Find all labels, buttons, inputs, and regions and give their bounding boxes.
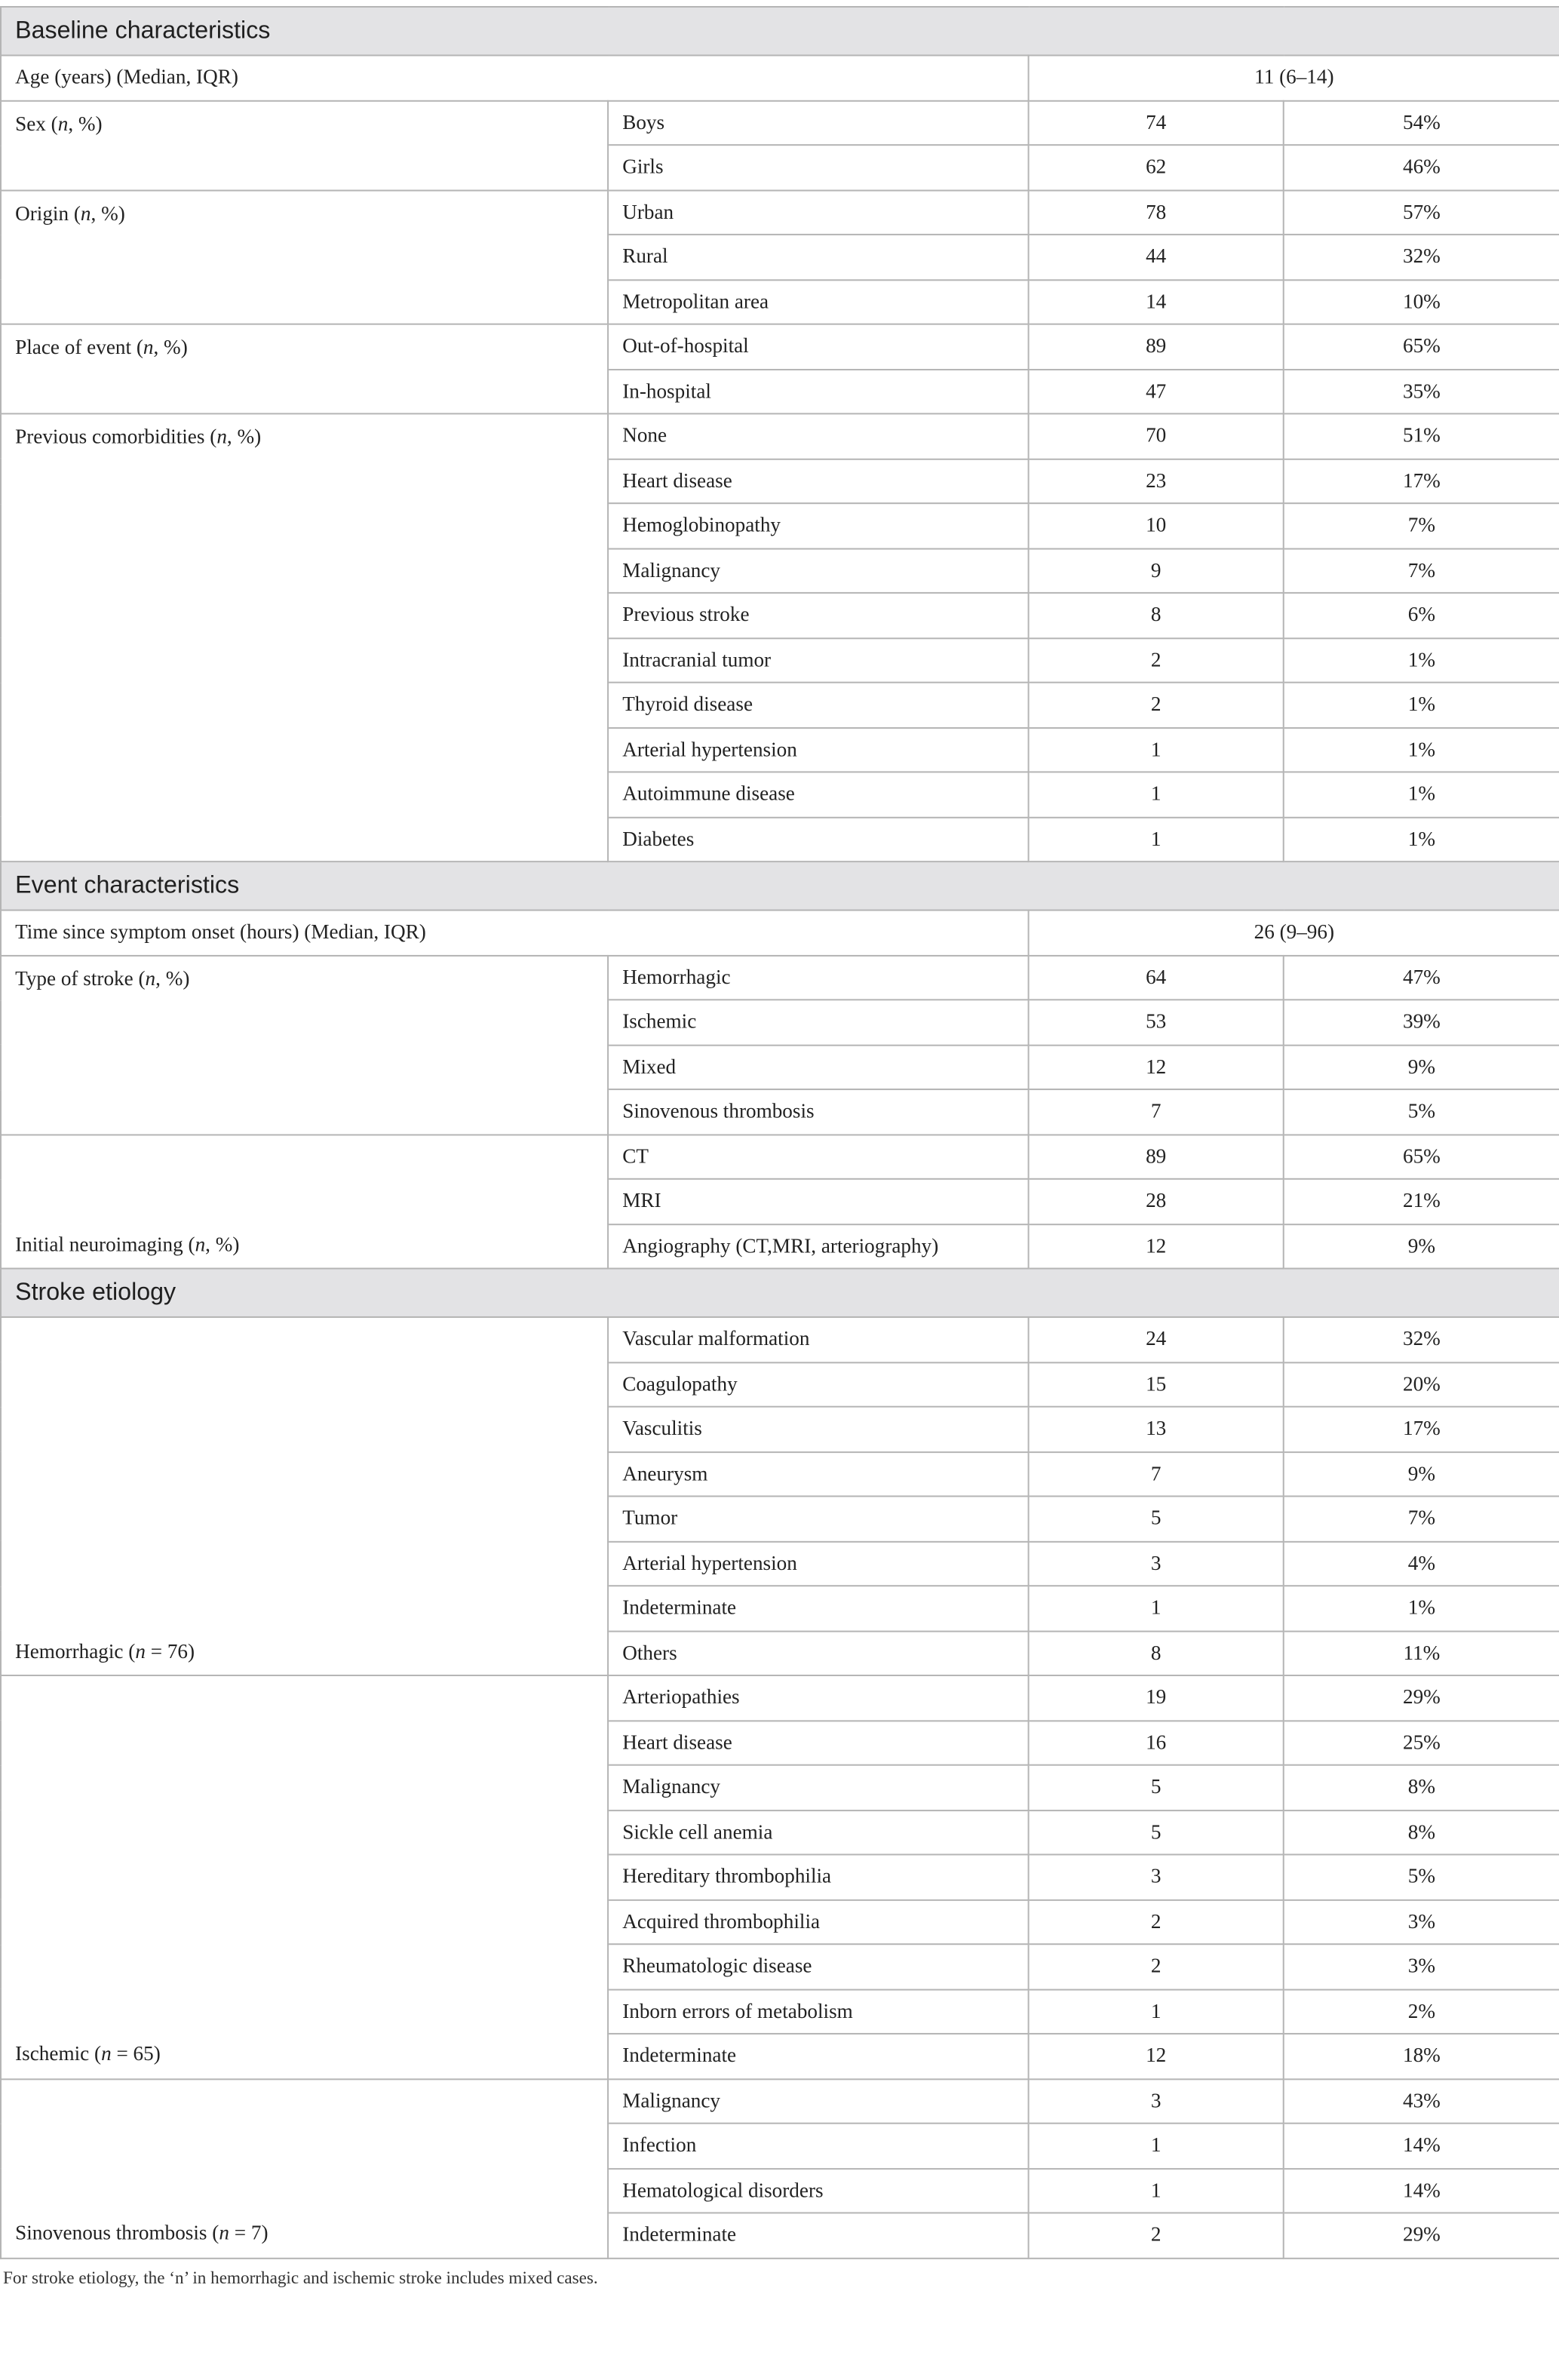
row-label: Previous stroke (608, 593, 1029, 637)
row-percent: 2% (1284, 1989, 1559, 2034)
row-percent: 14% (1284, 2168, 1559, 2213)
row-count: 47 (1029, 369, 1284, 413)
row-label: Indeterminate (608, 2213, 1029, 2257)
row-percent: 11% (1284, 1631, 1559, 1675)
row-label: Aneurysm (608, 1451, 1029, 1496)
row-percent: 46% (1284, 145, 1559, 189)
row-percent: 17% (1284, 1407, 1559, 1451)
row-percent: 1% (1284, 727, 1559, 772)
row-percent: 17% (1284, 459, 1559, 503)
row-count: 16 (1029, 1720, 1284, 1764)
characteristics-table (0, 6, 1559, 2259)
row-percent: 8% (1284, 1810, 1559, 1854)
row-label: Malignancy (608, 2078, 1029, 2123)
row-percent: 51% (1284, 413, 1559, 458)
row-percent: 7% (1284, 503, 1559, 548)
row-label: Ischemic (608, 1000, 1029, 1044)
row-label: MRI (608, 1179, 1029, 1224)
row-percent: 9% (1284, 1045, 1559, 1089)
row-percent: 7% (1284, 1496, 1559, 1540)
row-percent: 1% (1284, 817, 1559, 861)
group-label: Place of event (15, 335, 132, 358)
row-count: 5 (1029, 1810, 1284, 1854)
row-count: 7 (1029, 1451, 1284, 1496)
row-count: 89 (1029, 1134, 1284, 1178)
row-percent: 1% (1284, 772, 1559, 816)
row-label: CT (608, 1134, 1029, 1178)
row-count: 8 (1029, 593, 1284, 637)
row-label: Metropolitan area (608, 279, 1029, 324)
row-count: 15 (1029, 1362, 1284, 1406)
row-label: Out-of-hospital (608, 324, 1029, 369)
row-count: 2 (1029, 637, 1284, 682)
row-count: 3 (1029, 2078, 1284, 2123)
row-count: 12 (1029, 2034, 1284, 2078)
row-count: 7 (1029, 1089, 1284, 1134)
row-count: 14 (1029, 279, 1284, 324)
row-count: 5 (1029, 1496, 1284, 1540)
row-percent: 1% (1284, 1586, 1559, 1630)
summary-row (1, 911, 1559, 955)
row-count: 1 (1029, 817, 1284, 861)
table-row (1, 2078, 1559, 2123)
group-label: Type of stroke (15, 966, 133, 990)
group-label: Previous comorbidities (15, 425, 205, 448)
row-label: Angiography (CT,MRI, arteriography) (608, 1224, 1029, 1268)
table-row (1, 1675, 1559, 1720)
row-label: Vascular malformation (608, 1317, 1029, 1362)
row-label: Tumor (608, 1496, 1029, 1540)
row-count: 74 (1029, 100, 1284, 145)
table-row (1, 190, 1559, 235)
row-count: 1 (1029, 772, 1284, 816)
row-percent: 39% (1284, 1000, 1559, 1044)
row-percent: 29% (1284, 1675, 1559, 1720)
row-label: None (608, 413, 1029, 458)
row-label: Diabetes (608, 817, 1029, 861)
row-percent: 7% (1284, 548, 1559, 593)
row-count: 13 (1029, 1407, 1284, 1451)
summary-row (1, 55, 1559, 100)
row-percent: 65% (1284, 324, 1559, 369)
group-label-cell: Type of stroke (n, %) (1, 955, 608, 1134)
row-count: 89 (1029, 324, 1284, 369)
row-label: Hereditary thrombophilia (608, 1854, 1029, 1899)
section-title: Event characteristics (1, 861, 1559, 910)
row-percent: 32% (1284, 235, 1559, 279)
group-stat-suffix: %) (101, 201, 125, 224)
row-count: 23 (1029, 459, 1284, 503)
row-label: Girls (608, 145, 1029, 189)
row-label: Arteriopathies (608, 1675, 1029, 1720)
row-label: Heart disease (608, 459, 1029, 503)
group-label-cell: Sinovenous thrombosis (n = 7) (1, 2078, 608, 2257)
row-label: Infection (608, 2124, 1029, 2168)
row-label: Indeterminate (608, 2034, 1029, 2078)
group-stat-suffix: %) (237, 425, 262, 448)
row-label: Mixed (608, 1045, 1029, 1089)
group-stat-suffix: %) (164, 335, 188, 358)
group-label-cell: Origin (n, %) (1, 190, 608, 324)
row-count: 24 (1029, 1317, 1284, 1362)
group-stat-suffix: %) (215, 1232, 240, 1256)
row-count: 12 (1029, 1045, 1284, 1089)
group-stat-suffix: = 76) (150, 1639, 195, 1663)
row-count: 62 (1029, 145, 1284, 189)
section-header (1, 7, 1559, 55)
row-percent: 8% (1284, 1765, 1559, 1810)
row-count: 10 (1029, 503, 1284, 548)
row-percent: 9% (1284, 1451, 1559, 1496)
group-label: Initial neuroimaging (15, 1232, 183, 1256)
group-label-cell: Previous comorbidities (n, %) (1, 413, 608, 861)
table-row (1, 100, 1559, 145)
row-label: Acquired thrombophilia (608, 1899, 1029, 1944)
row-percent: 9% (1284, 1224, 1559, 1268)
group-stat-suffix: = 7) (234, 2222, 269, 2245)
row-count: 3 (1029, 1854, 1284, 1899)
row-count: 8 (1029, 1631, 1284, 1675)
row-count: 78 (1029, 190, 1284, 235)
row-label: Boys (608, 100, 1029, 145)
table-row (1, 1317, 1559, 1362)
row-percent: 32% (1284, 1317, 1559, 1362)
group-label: Sinovenous thrombosis (15, 2222, 207, 2245)
section-title: Stroke etiology (1, 1269, 1559, 1317)
row-label: Vasculitis (608, 1407, 1029, 1451)
row-percent: 4% (1284, 1541, 1559, 1586)
group-label: Origin (15, 201, 69, 224)
row-label: Rural (608, 235, 1029, 279)
row-percent: 10% (1284, 279, 1559, 324)
row-percent: 35% (1284, 369, 1559, 413)
row-percent: 5% (1284, 1089, 1559, 1134)
row-label: Arterial hypertension (608, 727, 1029, 772)
row-count: 5 (1029, 1765, 1284, 1810)
row-label: Sickle cell anemia (608, 1810, 1029, 1854)
group-stat-suffix: %) (165, 966, 190, 990)
row-percent: 29% (1284, 2213, 1559, 2257)
row-count: 2 (1029, 1944, 1284, 1988)
group-label-cell: Place of event (n, %) (1, 324, 608, 414)
row-percent: 57% (1284, 190, 1559, 235)
row-count: 1 (1029, 2124, 1284, 2168)
row-count: 70 (1029, 413, 1284, 458)
row-label: Others (608, 1631, 1029, 1675)
row-label: Urban (608, 190, 1029, 235)
row-count: 19 (1029, 1675, 1284, 1720)
row-count: 1 (1029, 2168, 1284, 2213)
row-count: 64 (1029, 955, 1284, 1000)
row-label: Heart disease (608, 1720, 1029, 1764)
row-percent: 25% (1284, 1720, 1559, 1764)
row-percent: 43% (1284, 2078, 1559, 2123)
table-row (1, 413, 1559, 458)
row-percent: 14% (1284, 2124, 1559, 2168)
group-label: Ischemic (15, 2042, 90, 2065)
row-count: 1 (1029, 727, 1284, 772)
row-label: Arterial hypertension (608, 1541, 1029, 1586)
section-header (1, 861, 1559, 910)
row-percent: 65% (1284, 1134, 1559, 1178)
row-percent: 5% (1284, 1854, 1559, 1899)
table-row (1, 324, 1559, 369)
row-label: Inborn errors of metabolism (608, 1989, 1029, 2034)
row-percent: 6% (1284, 593, 1559, 637)
row-count: 1 (1029, 1989, 1284, 2034)
section-header (1, 1269, 1559, 1317)
row-count: 2 (1029, 683, 1284, 727)
row-count: 9 (1029, 548, 1284, 593)
row-label: Hematological disorders (608, 2168, 1029, 2213)
row-label: Coagulopathy (608, 1362, 1029, 1406)
row-count: 3 (1029, 1541, 1284, 1586)
row-percent: 1% (1284, 683, 1559, 727)
table-row (1, 955, 1559, 1000)
row-label: Intracranial tumor (608, 637, 1029, 682)
row-percent: 54% (1284, 100, 1559, 145)
row-percent: 47% (1284, 955, 1559, 1000)
group-stat-suffix: = 65) (116, 2042, 161, 2065)
row-percent: 1% (1284, 637, 1559, 682)
row-percent: 3% (1284, 1944, 1559, 1988)
row-count: 44 (1029, 235, 1284, 279)
row-label: Sinovenous thrombosis (608, 1089, 1029, 1134)
row-percent: 3% (1284, 1899, 1559, 1944)
section-title: Baseline characteristics (1, 7, 1559, 55)
summary-value: 26 (9–96) (1029, 911, 1559, 955)
row-percent: 18% (1284, 2034, 1559, 2078)
row-label: Indeterminate (608, 1586, 1029, 1630)
summary-label: Time since symptom onset (hours) (Median, IQR) (1, 911, 1029, 955)
row-count: 53 (1029, 1000, 1284, 1044)
row-count: 1 (1029, 1586, 1284, 1630)
row-label: Autoimmune disease (608, 772, 1029, 816)
row-count: 2 (1029, 2213, 1284, 2257)
group-label: Hemorrhagic (15, 1639, 124, 1663)
group-label-cell: Ischemic (n = 65) (1, 1675, 608, 2078)
row-count: 2 (1029, 1899, 1284, 1944)
group-label-cell: Hemorrhagic (n = 76) (1, 1317, 608, 1675)
row-percent: 21% (1284, 1179, 1559, 1224)
group-label-cell: Initial neuroimaging (n, %) (1, 1134, 608, 1268)
group-label: Sex (15, 111, 46, 135)
row-label: Malignancy (608, 548, 1029, 593)
row-count: 28 (1029, 1179, 1284, 1224)
row-count: 12 (1029, 1224, 1284, 1268)
row-label: Thyroid disease (608, 683, 1029, 727)
row-percent: 20% (1284, 1362, 1559, 1406)
row-label: In-hospital (608, 369, 1029, 413)
group-label-cell: Sex (n, %) (1, 100, 608, 190)
row-label: Hemorrhagic (608, 955, 1029, 1000)
summary-label: Age (years) (Median, IQR) (1, 55, 1029, 100)
row-label: Rheumatologic disease (608, 1944, 1029, 1988)
row-label: Hemoglobinopathy (608, 503, 1029, 548)
row-label: Malignancy (608, 1765, 1029, 1810)
table-footnote: For stroke etiology, the ‘n’ in hemorrhagic and ischemic stroke includes mixed cases. (3, 2268, 598, 2288)
table-row (1, 1134, 1559, 1178)
group-stat-suffix: %) (78, 111, 103, 135)
summary-value: 11 (6–14) (1029, 55, 1559, 100)
